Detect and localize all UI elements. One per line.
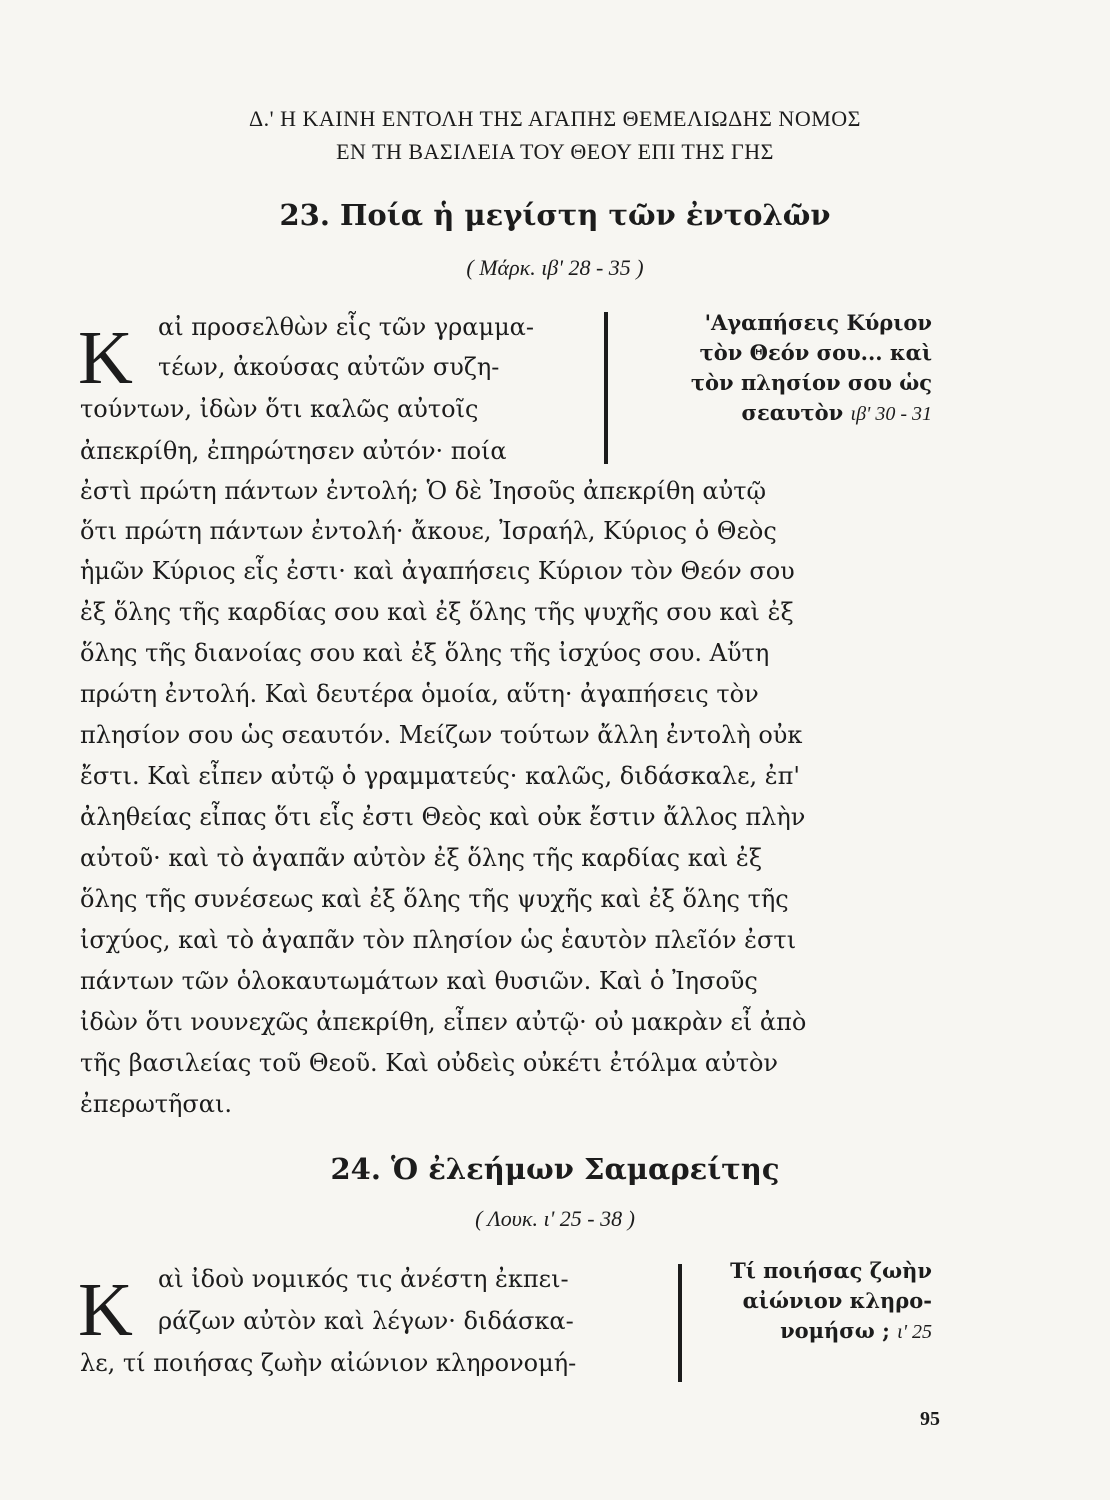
chapter-header-line-2: ΕΝ ΤΗ ΒΑΣΙΛΕΙΑ ΤΟΥ ΘΕΟΥ ΕΠΙ ΤΗΣ ΓΗΣ xyxy=(336,139,774,164)
chapter-header-line-1: Δ.' Η ΚΑΙΝΗ ΕΝΤΟΛΗ ΤΗΣ ΑΓΑΠΗΣ ΘΕΜΕΛΙΩΔΗΣ ΝΟΜΟΣ xyxy=(249,106,861,131)
section-24-title: 24. Ὁ ἐλεήμων Σαμαρείτης xyxy=(330,1152,780,1186)
sidenote-line: αἰώνιον κληρο- xyxy=(742,1288,932,1313)
section-23-line-2: τέων, ἀκούσας αὐτῶν συζη- xyxy=(158,353,500,381)
section-23-line-17: πάντων τῶν ὁλοκαυτωμάτων καὶ θυσιῶν. Καὶ ὁ Ἰησοῦς xyxy=(80,967,758,995)
page-number: 95 xyxy=(920,1408,940,1430)
section-23-line-11: πλησίον σου ὡς σεαυτόν. Μείζων τούτων ἄλλη ἐντολὴ οὐκ xyxy=(80,721,803,749)
section-23-line-20: ἐπερωτῆσαι. xyxy=(80,1090,233,1118)
section-23-line-1: αἰ προσελθὼν εἷς τῶν γραμμα- xyxy=(158,313,534,341)
section-23-reference: ( Μάρκ. ιβ' 28 - 35 ) xyxy=(466,255,644,280)
section-23-line-14: αὐτοῦ· καὶ τὸ ἀγαπᾶν αὐτὸν ἐξ ὅλης τῆς καρδίας καὶ ἐξ xyxy=(80,844,763,872)
section-23-line-4: ἀπεκρίθη, ἐπηρώτησεν αὐτόν· ποία xyxy=(80,437,507,465)
sidenote-line: τὸν πλησίον σου ὡς xyxy=(690,370,932,395)
section-24-line-3: λε, τί ποιήσας ζωὴν αἰώνιον κληρονομή- xyxy=(80,1349,577,1377)
sidenote-reference: ιβ' 30 - 31 xyxy=(850,403,932,425)
sidenote-reference: ι' 25 xyxy=(897,1321,932,1343)
section-23-line-16: ἰσχύος, καὶ τὸ ἀγαπᾶν τὸν πλησίον ὡς ἑαυτὸν πλεῖόν ἐστι xyxy=(80,926,797,954)
section-23-line-12: ἔστι. Καὶ εἶπεν αὐτῷ ὁ γραμματεύς· καλῶς, διδάσκαλε, ἐπ' xyxy=(80,762,801,790)
section-23-line-13: ἀληθείας εἶπας ὅτι εἷς ἐστι Θεὸς καὶ οὐκ ἔστιν ἄλλος πλὴν xyxy=(80,803,806,831)
sidenote-line: σεαυτὸν xyxy=(741,400,844,425)
section-23-sidenote xyxy=(620,308,932,429)
section-23-line-3: τούντων, ἰδὼν ὅτι καλῶς αὐτοῖς xyxy=(80,395,479,423)
section-24-line-1: αὶ ἰδοὺ νομικός τις ἀνέστη ἐκπει- xyxy=(158,1265,569,1293)
section-24-reference: ( Λουκ. ι' 25 - 38 ) xyxy=(475,1206,635,1231)
section-24-sidenote xyxy=(690,1256,932,1347)
section-23-title: 23. Ποία ἡ μεγίστη τῶν ἐντολῶν xyxy=(279,198,831,232)
section-23-dropcap: Κ xyxy=(78,316,133,400)
section-23-line-10: πρώτη ἐντολή. Καὶ δευτέρα ὁμοία, αὕτη· ἀγαπήσεις τὸν xyxy=(80,680,759,708)
section-23-line-9: ὅλης τῆς διανοίας σου καὶ ἐξ ὅλης τῆς ἰσχύος σου. Αὕτη xyxy=(80,639,770,667)
section-23-line-5: ἐστὶ πρώτη πάντων ἐντολή; Ὁ δὲ Ἰησοῦς ἀπεκρίθη αὐτῷ xyxy=(80,477,767,505)
section-23-line-19: τῆς βασιλείας τοῦ Θεοῦ. Καὶ οὐδεὶς οὐκέτι ἐτόλμα αὐτὸν xyxy=(80,1049,779,1077)
sidenote-line: Τί ποιήσας ζωὴν xyxy=(730,1258,932,1283)
section-24-sidenote-rule xyxy=(678,1264,682,1382)
section-23-line-15: ὅλης τῆς συνέσεως καὶ ἐξ ὅλης τῆς ψυχῆς καὶ ἐξ ὅλης τῆς xyxy=(80,885,789,913)
sidenote-line: νομήσω ; xyxy=(780,1318,890,1343)
section-23-line-8: ἐξ ὅλης τῆς καρδίας σου καὶ ἐξ ὅλης τῆς ψυχῆς σου καὶ ἐξ xyxy=(80,598,794,626)
section-23-line-18: ἰδὼν ὅτι νουνεχῶς ἀπεκρίθη, εἶπεν αὐτῷ· οὐ μακρὰν εἶ ἀπὸ xyxy=(80,1008,807,1036)
section-23-line-7: ἡμῶν Κύριος εἷς ἐστι· καὶ ἀγαπήσεις Κύριον τὸν Θεόν σου xyxy=(80,557,795,585)
section-24-dropcap: Κ xyxy=(78,1268,133,1352)
section-24-line-2: ράζων αὐτὸν καὶ λέγων· διδάσκα- xyxy=(158,1307,574,1335)
sidenote-line: τὸν Θεόν σου... καὶ xyxy=(699,340,932,365)
section-23-line-6: ὅτι πρώτη πάντων ἐντολή· ἄκουε, Ἰσραήλ, Κύριος ὁ Θεὸς xyxy=(80,517,777,545)
sidenote-line: 'Αγαπήσεις Κύριον xyxy=(704,310,932,335)
section-23-sidenote-rule xyxy=(604,312,608,464)
